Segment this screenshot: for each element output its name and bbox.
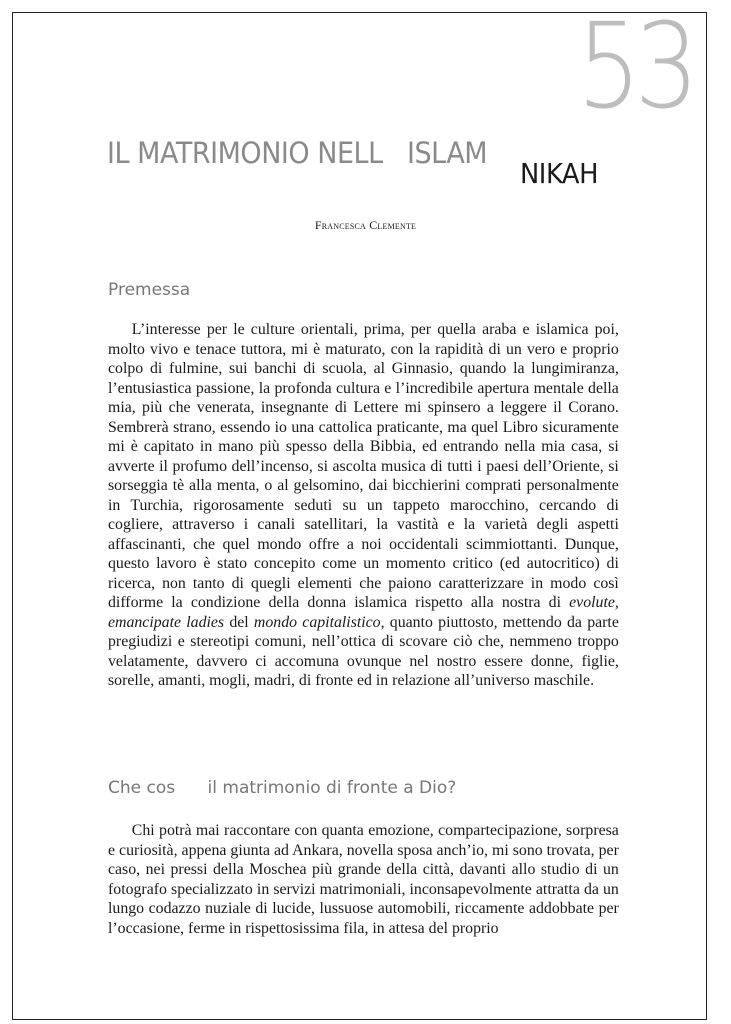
section-paragraph-premessa xyxy=(108,320,619,691)
section-heading-matrimonio: Che cos il matrimonio di fronte a Dio? xyxy=(108,778,457,798)
chapter-subtitle: NIKAH xyxy=(520,157,598,190)
paragraph-text: L’interesse per le culture orientali, prima, per quella araba e islamica poi, molto vivo e tenace tuttora, mi è maturato, con la rapidità di un vero e proprio colpo di fulmine, sui banchi di scuola, al Ginnasio, quando la lungimiranza, l’entusiastica passione, la profonda cultura e l’incredibile apertura mentale della mia, più che venerata, insegnante di Lettere mi spinsero a leggere il Corano. Sembrerà strano, essendo io una cattolica praticante, ma quel Libro sicuramente mi è capitato in mano più spesso della Bibbia, ed entrando nella mia casa, si avverte il profumo dell’incenso, si ascolta musica di tutti i paesi dell’Oriente, si sorseggia tè alla menta, o al gelsomino, dai bicchierini comprati personalmente in Turchia, rigorosamente seduti su un tappeto marocchino, cercando di cogliere, attraverso i canali satellitari, la vastità e la varietà degli aspetti affascinanti, che quel mondo offre a noi occidentali scimmiottanti. Dunque, questo lavoro è stato concepito come un momento critico (ed autocritico) di ricerca, non tanto di quegli elementi che paiono caratterizzare in modo così difforme la condizione della donna islamica rispetto alla nostra di xyxy=(108,321,619,611)
paragraph-italic-text: mondo capitalistico xyxy=(253,613,381,631)
author-name: Francesca Clemente xyxy=(314,218,417,232)
section-heading-premessa: Premessa xyxy=(108,280,191,300)
section-paragraph-matrimonio: Chi potrà mai raccontare con quanta emozione, compartecipazione, sorpresa e curiosità, appena giunta ad Ankara, novella sposa anch’io, mi sono trovata, per caso, nei pressi della Moschea più grande della città, davanti allo studio di un fotografo specializzato in servizi matrimoniali, inconsapevolmente attratta da un lungo codazzo nuziale di lucide, lussuose automobili, riccamente addobbate per l’occasione, ferme in rispettosissima fila, in attesa del proprio xyxy=(108,822,619,937)
paragraph-text: , quanto piuttosto, mettendo da parte pregiudizi e stereotipi comuni, nell’ottica di scovare ciò che, nemmeno troppo velatamente, davvero ci accomuna ovunque nel nostro essere donne, figlie, sorelle, amanti, mogli, madri, di fronte ed in relazione all’universo maschile. xyxy=(108,613,619,689)
paragraph-text: del xyxy=(224,613,254,631)
paragraph-italic-text: evolute, emancipate ladies xyxy=(108,594,619,631)
chapter-title: IL MATRIMONIO NELL ISLAM xyxy=(107,136,488,170)
page-number: 53 xyxy=(576,0,692,135)
